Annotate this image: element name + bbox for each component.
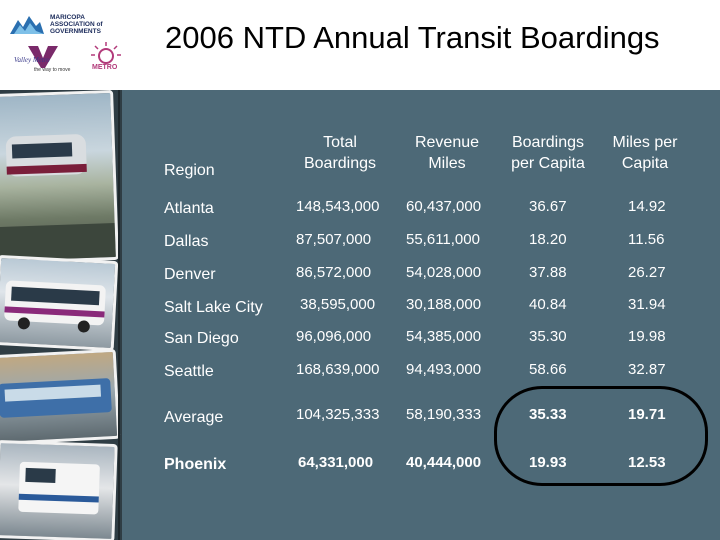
streetcar-photo (0, 349, 120, 445)
mag-name: MARICOPA ASSOCIATION of GOVERNMENTS (50, 14, 103, 35)
bus-photo (0, 255, 118, 351)
row-bpc-atlanta: 36.67 (529, 198, 567, 215)
row-bpc-denver: 37.88 (529, 264, 567, 281)
row-mpc-phoenix: 12.53 (628, 454, 666, 471)
header-revenue-miles: Revenue Miles (414, 134, 480, 172)
row-region-average: Average (164, 409, 224, 426)
row-region-seattle: Seattle (164, 363, 214, 380)
header-region: Region (164, 162, 215, 179)
row-total-san-diego: 96,096,000 (296, 328, 372, 345)
row-total-phoenix: 64,331,000 (298, 454, 374, 471)
commuter-train-photo (0, 440, 118, 540)
row-miles-san-diego: 54,385,000 (406, 328, 482, 345)
metro-wordmark: METRO (92, 64, 118, 71)
row-bpc-seattle: 58.66 (529, 361, 567, 378)
row-total-denver: 86,572,000 (296, 264, 372, 281)
header-total-boardings: Total Boardings (303, 134, 377, 172)
row-miles-phoenix: 40,444,000 (406, 454, 482, 471)
valley-metro-text: Valley Metro (14, 56, 50, 64)
header-boardings-per-capita: Boardings per Capita (511, 134, 585, 172)
row-total-seattle: 168,639,000 (296, 361, 380, 378)
mountain-logo-icon (10, 14, 44, 36)
row-miles-seattle: 94,493,000 (406, 361, 482, 378)
bus-icon (0, 258, 115, 348)
row-bpc-dallas: 18.20 (529, 231, 567, 248)
row-total-salt-lake-city: 38,595,000 (300, 296, 376, 313)
row-region-denver: Denver (164, 266, 216, 283)
train-icon (0, 93, 116, 261)
streetcar-icon (0, 352, 117, 442)
photo-divider (118, 90, 120, 540)
light-rail-photo (0, 90, 119, 264)
valley-metro-logo (14, 44, 72, 74)
sun-icon (86, 40, 126, 66)
row-mpc-average: 19.71 (628, 406, 666, 423)
row-mpc-salt-lake-city: 31.94 (628, 296, 666, 313)
highlight-ring (494, 386, 708, 486)
row-miles-denver: 54,028,000 (406, 264, 482, 281)
row-total-dallas: 87,507,000 (296, 231, 372, 248)
row-region-phoenix: Phoenix (164, 456, 227, 473)
row-region-san-diego: San Diego (164, 330, 239, 347)
row-mpc-atlanta: 14.92 (628, 198, 666, 215)
metro-logo (86, 40, 126, 76)
slide-header (0, 0, 720, 90)
row-mpc-seattle: 32.87 (628, 361, 666, 378)
row-total-atlanta: 148,543,000 (296, 198, 380, 215)
photo-collage (0, 90, 122, 540)
row-bpc-phoenix: 19.93 (529, 454, 567, 471)
row-mpc-dallas: 11.56 (628, 231, 665, 248)
row-bpc-san-diego: 35.30 (529, 328, 567, 345)
page-title: 2006 NTD Annual Transit Boardings (165, 20, 660, 55)
row-region-dallas: Dallas (164, 233, 209, 250)
locomotive-icon (0, 443, 115, 539)
header-miles-per-capita: Miles per Capita (612, 134, 678, 172)
row-bpc-salt-lake-city: 40.84 (529, 296, 567, 313)
row-mpc-san-diego: 19.98 (628, 328, 666, 345)
mag-logo (10, 12, 128, 38)
row-miles-dallas: 55,611,000 (406, 231, 480, 248)
row-mpc-denver: 26.27 (628, 264, 666, 281)
valley-metro-caption: the way to move (34, 67, 71, 73)
row-total-average: 104,325,333 (296, 406, 380, 423)
row-bpc-average: 35.33 (529, 406, 567, 423)
row-region-salt-lake-city: Salt Lake City (164, 299, 263, 316)
row-region-atlanta: Atlanta (164, 200, 214, 217)
row-miles-atlanta: 60,437,000 (406, 198, 482, 215)
row-miles-salt-lake-city: 30,188,000 (406, 296, 482, 313)
content-panel (0, 90, 720, 540)
row-miles-average: 58,190,333 (406, 406, 482, 423)
